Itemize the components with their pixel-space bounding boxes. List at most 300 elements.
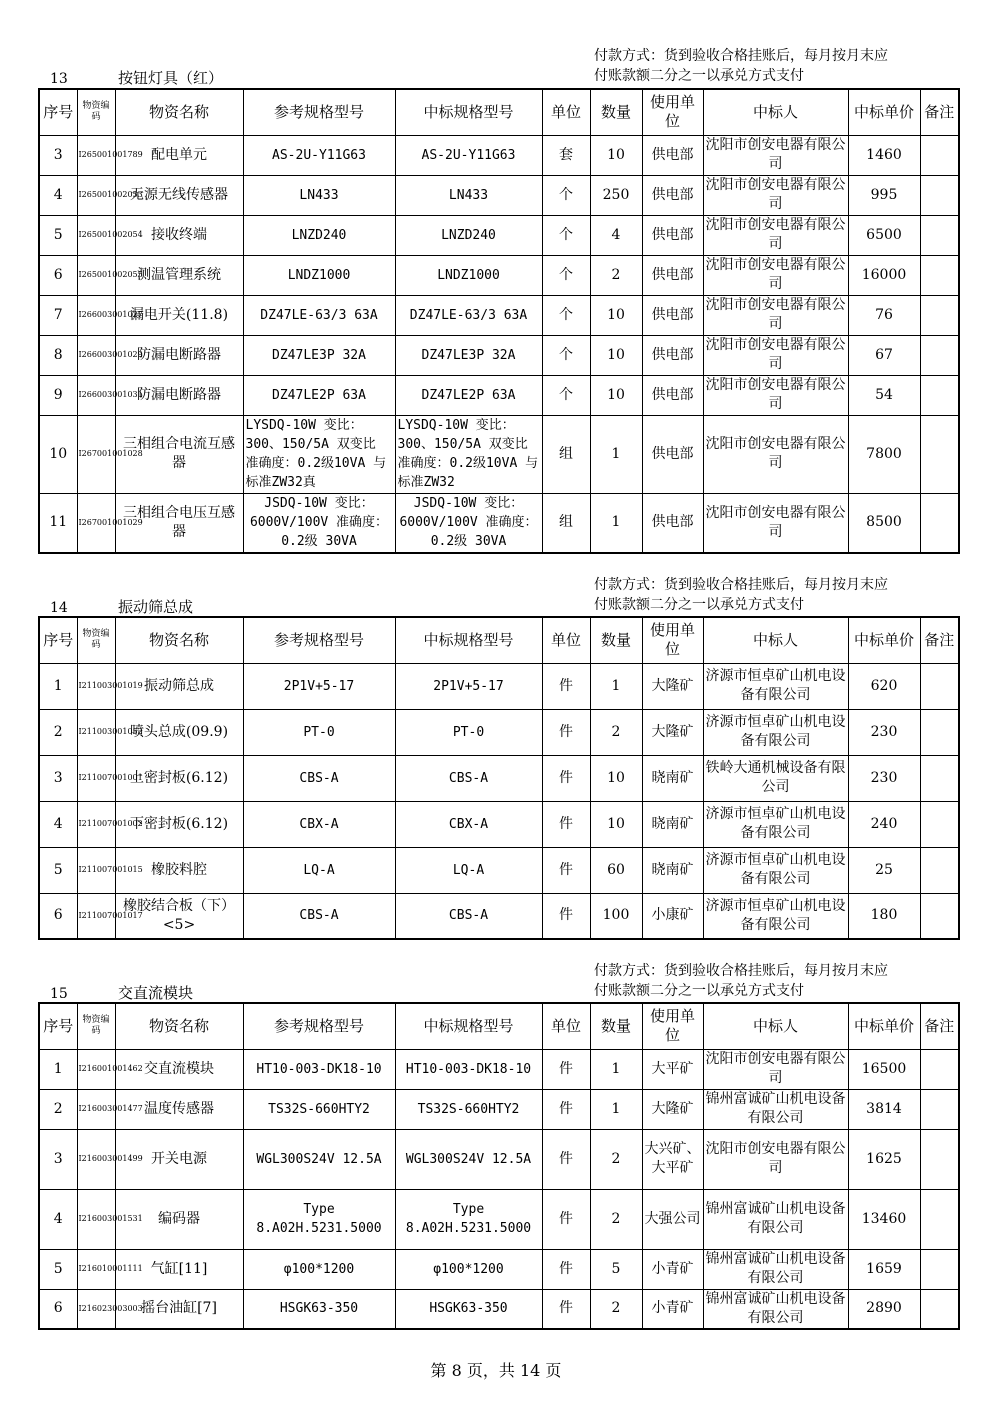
section-number: 14 [50, 600, 68, 616]
cell-unit: 件 [542, 1249, 590, 1289]
cell-seq: 2 [39, 709, 77, 755]
cell-note [920, 215, 959, 255]
cell-qty: 100 [590, 893, 642, 939]
header-user: 使用单位 [642, 617, 703, 663]
header-ref-spec: 参考规格型号 [243, 89, 395, 135]
cell-ref-spec: AS-2U-Y11G63 [243, 135, 395, 175]
cell-price: 1460 [848, 135, 920, 175]
cell-qty: 1 [590, 1089, 642, 1129]
header-name: 物资名称 [115, 89, 243, 135]
cell-qty: 2 [590, 255, 642, 295]
cell-price: 16000 [848, 255, 920, 295]
cell-bid-spec: CBS-A [395, 893, 542, 939]
cell-winner: 济源市恒卓矿山机电设备有限公司 [703, 801, 848, 847]
cell-code: I216010001111 [77, 1249, 115, 1289]
cell-name: 温度传感器 [115, 1089, 243, 1129]
cell-winner: 锦州富诚矿山机电设备有限公司 [703, 1089, 848, 1129]
cell-unit: 件 [542, 801, 590, 847]
table-row [39, 1189, 959, 1249]
cell-winner: 锦州富诚矿山机电设备有限公司 [703, 1189, 848, 1249]
cell-qty: 10 [590, 135, 642, 175]
cell-name: 下密封板(6.12) [115, 801, 243, 847]
cell-user: 供电部 [642, 175, 703, 215]
cell-seq: 6 [39, 255, 77, 295]
header-qty: 数量 [590, 1003, 642, 1049]
cell-seq: 1 [39, 663, 77, 709]
header-code: 物资编码 [77, 617, 115, 663]
cell-qty: 250 [590, 175, 642, 215]
cell-name: 交直流模块 [115, 1049, 243, 1089]
header-price: 中标单价 [848, 617, 920, 663]
cell-winner: 沈阳市创安电器有限公司 [703, 1129, 848, 1189]
cell-price: 16500 [848, 1049, 920, 1089]
cell-winner: 济源市恒卓矿山机电设备有限公司 [703, 847, 848, 893]
cell-code: I211007001015 [77, 847, 115, 893]
cell-note [920, 893, 959, 939]
table-row [39, 801, 959, 847]
cell-qty: 2 [590, 1289, 642, 1329]
cell-user: 大强公司 [642, 1189, 703, 1249]
cell-name: 编码器 [115, 1189, 243, 1249]
cell-seq: 5 [39, 215, 77, 255]
cell-user: 大隆矿 [642, 1089, 703, 1129]
header-note: 备注 [920, 89, 959, 135]
section-title: 按钮灯具（红） [118, 69, 224, 87]
cell-ref-spec: DZ47LE2P 63A [243, 375, 395, 415]
table-header-row [39, 617, 959, 663]
cell-code: I266003001029 [77, 335, 115, 375]
cell-bid-spec: DZ47LE2P 63A [395, 375, 542, 415]
cell-price: 1625 [848, 1129, 920, 1189]
cell-price: 2890 [848, 1289, 920, 1329]
cell-ref-spec-text: LYSDQ-10W 变比：300、150/5A 双变比 准确度：0.2级10VA 与标准ZW32真 [245, 417, 387, 490]
header-winner: 中标人 [703, 617, 848, 663]
cell-unit: 个 [542, 295, 590, 335]
cell-name: 防漏电断路器 [115, 375, 243, 415]
cell-note [920, 335, 959, 375]
cell-seq: 3 [39, 1129, 77, 1189]
header-note: 备注 [920, 1003, 959, 1049]
cell-seq: 3 [39, 135, 77, 175]
cell-price: 240 [848, 801, 920, 847]
header-bid-spec: 中标规格型号 [395, 89, 542, 135]
cell-code: I265001002055 [77, 255, 115, 295]
cell-code: I211003001019 [77, 663, 115, 709]
cell-qty: 10 [590, 295, 642, 335]
header-name: 物资名称 [115, 617, 243, 663]
cell-winner: 锦州富诚矿山机电设备有限公司 [703, 1289, 848, 1329]
cell-note [920, 1129, 959, 1189]
cell-note [920, 801, 959, 847]
header-code: 物资编码 [77, 1003, 115, 1049]
table-row [39, 375, 959, 415]
cell-unit: 件 [542, 1049, 590, 1089]
cell-name: 振动筛总成 [115, 663, 243, 709]
cell-seq: 4 [39, 1189, 77, 1249]
table-row [39, 335, 959, 375]
cell-user: 供电部 [642, 255, 703, 295]
cell-note [920, 1189, 959, 1249]
header-seq: 序号 [39, 1003, 77, 1049]
cell-price: 1659 [848, 1249, 920, 1289]
cell-name: 开关电源 [115, 1129, 243, 1189]
payment-line-1: 付款方式：货到验收合格挂账后，每月按月末应 [594, 48, 888, 64]
cell-user: 小康矿 [642, 893, 703, 939]
cell-qty: 5 [590, 1249, 642, 1289]
header-code: 物资编码 [77, 89, 115, 135]
cell-user: 供电部 [642, 375, 703, 415]
cell-name: 橡胶结合板（下）<5> [115, 893, 243, 939]
cell-price: 54 [848, 375, 920, 415]
cell-price: 3814 [848, 1089, 920, 1129]
cell-unit: 件 [542, 663, 590, 709]
payment-line-2: 付账款额二分之一以承兑方式支付 [594, 983, 804, 999]
table-row [39, 135, 959, 175]
cell-bid-spec: LQ-A [395, 847, 542, 893]
cell-ref-spec: HT10-003-DK18-10 [243, 1049, 395, 1089]
cell-name: 无源无线传感器 [115, 175, 243, 215]
cell-seq: 2 [39, 1089, 77, 1129]
section-number: 15 [50, 986, 68, 1002]
cell-code: I211003001052 [77, 709, 115, 755]
cell-ref-spec: LQ-A [243, 847, 395, 893]
cell-qty: 10 [590, 375, 642, 415]
cell-bid-spec: TS32S-660HTY2 [395, 1089, 542, 1129]
cell-bid-spec: AS-2U-Y11G63 [395, 135, 542, 175]
cell-unit: 套 [542, 135, 590, 175]
cell-user: 晓南矿 [642, 755, 703, 801]
header-price: 中标单价 [848, 1003, 920, 1049]
cell-bid-spec: CBX-A [395, 801, 542, 847]
header-seq: 序号 [39, 617, 77, 663]
cell-ref-spec: 2P1V+5-17 [243, 663, 395, 709]
header-qty: 数量 [590, 89, 642, 135]
cell-bid-spec: 2P1V+5-17 [395, 663, 542, 709]
cell-winner: 沈阳市创安电器有限公司 [703, 335, 848, 375]
cell-unit: 件 [542, 1189, 590, 1249]
cell-winner: 沈阳市创安电器有限公司 [703, 215, 848, 255]
cell-name: 气缸[11] [115, 1249, 243, 1289]
cell-code: I211007001001 [77, 755, 115, 801]
cell-winner: 沈阳市创安电器有限公司 [703, 375, 848, 415]
cell-seq: 7 [39, 295, 77, 335]
cell-name: 上密封板(6.12) [115, 755, 243, 801]
cell-note [920, 847, 959, 893]
cell-code: I266003001027 [77, 295, 115, 335]
cell-unit: 个 [542, 255, 590, 295]
cell-qty: 1 [590, 1049, 642, 1089]
cell-bid-spec: φ100*1200 [395, 1249, 542, 1289]
table-row [39, 175, 959, 215]
table-row [39, 709, 959, 755]
cell-seq: 8 [39, 335, 77, 375]
section-title: 交直流模块 [118, 984, 194, 1002]
cell-code: I265001002054 [77, 215, 115, 255]
cell-bid-spec [395, 415, 542, 493]
cell-code: I216003001477 [77, 1089, 115, 1129]
cell-unit: 个 [542, 335, 590, 375]
cell-ref-spec: CBX-A [243, 801, 395, 847]
cell-code: I216003001499 [77, 1129, 115, 1189]
cell-name: 防漏电断路器 [115, 335, 243, 375]
payment-terms [594, 961, 958, 1001]
cell-winner: 济源市恒卓矿山机电设备有限公司 [703, 663, 848, 709]
cell-bid-spec: JSDQ-10W 变比：6000V/100V 准确度：0.2级 30VA [395, 493, 542, 553]
cell-ref-spec: HSGK63-350 [243, 1289, 395, 1329]
table-row [39, 493, 959, 553]
cell-winner: 沈阳市创安电器有限公司 [703, 415, 848, 493]
cell-winner: 沈阳市创安电器有限公司 [703, 295, 848, 335]
cell-note [920, 1049, 959, 1089]
cell-winner: 沈阳市创安电器有限公司 [703, 255, 848, 295]
header-ref-spec: 参考规格型号 [243, 617, 395, 663]
table-row [39, 1289, 959, 1329]
cell-unit: 个 [542, 215, 590, 255]
cell-seq: 10 [39, 415, 77, 493]
header-seq: 序号 [39, 89, 77, 135]
cell-code: I267001001028 [77, 415, 115, 493]
cell-unit: 件 [542, 709, 590, 755]
cell-qty: 10 [590, 755, 642, 801]
cell-note [920, 135, 959, 175]
cell-winner: 沈阳市创安电器有限公司 [703, 135, 848, 175]
cell-bid-spec: HT10-003-DK18-10 [395, 1049, 542, 1089]
cell-ref-spec: DZ47LE-63/3 63A [243, 295, 395, 335]
cell-unit: 件 [542, 1289, 590, 1329]
cell-qty: 4 [590, 215, 642, 255]
cell-qty: 1 [590, 663, 642, 709]
cell-code: I267001001029 [77, 493, 115, 553]
table-header-row [39, 1003, 959, 1049]
cell-qty: 10 [590, 801, 642, 847]
table-row [39, 663, 959, 709]
cell-winner: 济源市恒卓矿山机电设备有限公司 [703, 709, 848, 755]
cell-note [920, 493, 959, 553]
cell-code: I265001001789 [77, 135, 115, 175]
cell-qty: 10 [590, 335, 642, 375]
header-note: 备注 [920, 617, 959, 663]
table-row [39, 1249, 959, 1289]
cell-name: 测温管理系统 [115, 255, 243, 295]
cell-price: 7800 [848, 415, 920, 493]
cell-user: 大隆矿 [642, 709, 703, 755]
cell-seq: 5 [39, 847, 77, 893]
payment-line-1: 付款方式：货到验收合格挂账后，每月按月末应 [594, 577, 888, 593]
table-row [39, 1049, 959, 1089]
header-user: 使用单位 [642, 1003, 703, 1049]
cell-note [920, 1249, 959, 1289]
cell-ref-spec: Type 8.A02H.5231.5000 [243, 1189, 395, 1249]
cell-ref-spec: LNDZ1000 [243, 255, 395, 295]
cell-code: I266003001031 [77, 375, 115, 415]
header-qty: 数量 [590, 617, 642, 663]
cell-note [920, 1289, 959, 1329]
cell-price: 180 [848, 893, 920, 939]
cell-winner: 济源市恒卓矿山机电设备有限公司 [703, 893, 848, 939]
cell-bid-spec: LN433 [395, 175, 542, 215]
header-name: 物资名称 [115, 1003, 243, 1049]
cell-user: 供电部 [642, 295, 703, 335]
cell-ref-spec [243, 415, 395, 493]
payment-line-1: 付款方式：货到验收合格挂账后，每月按月末应 [594, 963, 888, 979]
cell-unit: 个 [542, 175, 590, 215]
cell-note [920, 755, 959, 801]
table-row [39, 847, 959, 893]
cell-price: 620 [848, 663, 920, 709]
cell-qty: 2 [590, 1189, 642, 1249]
cell-bid-spec: LNDZ1000 [395, 255, 542, 295]
cell-bid-spec: CBS-A [395, 755, 542, 801]
cell-note [920, 375, 959, 415]
cell-name: 配电单元 [115, 135, 243, 175]
cell-price: 8500 [848, 493, 920, 553]
cell-price: 67 [848, 335, 920, 375]
header-winner: 中标人 [703, 89, 848, 135]
cell-price: 995 [848, 175, 920, 215]
section-number: 13 [50, 71, 68, 87]
cell-ref-spec: CBS-A [243, 755, 395, 801]
cell-user: 供电部 [642, 215, 703, 255]
cell-user: 晓南矿 [642, 801, 703, 847]
header-user: 使用单位 [642, 89, 703, 135]
cell-bid-spec: HSGK63-350 [395, 1289, 542, 1329]
cell-winner: 锦州富诚矿山机电设备有限公司 [703, 1249, 848, 1289]
item-table [38, 88, 960, 554]
cell-price: 76 [848, 295, 920, 335]
cell-qty: 1 [590, 415, 642, 493]
cell-unit: 件 [542, 893, 590, 939]
page-footer: 第 8 页，共 14 页 [430, 1361, 562, 1380]
header-unit: 单位 [542, 1003, 590, 1049]
cell-ref-spec: LN433 [243, 175, 395, 215]
cell-seq: 6 [39, 1289, 77, 1329]
header-bid-spec: 中标规格型号 [395, 1003, 542, 1049]
cell-unit: 件 [542, 1089, 590, 1129]
cell-ref-spec: TS32S-660HTY2 [243, 1089, 395, 1129]
cell-qty: 1 [590, 493, 642, 553]
table-header-row [39, 89, 959, 135]
cell-code: I216001001462 [77, 1049, 115, 1089]
cell-seq: 11 [39, 493, 77, 553]
cell-qty: 60 [590, 847, 642, 893]
cell-name: 接收终端 [115, 215, 243, 255]
table-row [39, 215, 959, 255]
cell-bid-spec-text: LYSDQ-10W 变比：300、150/5A 双变比 准确度：0.2级10VA 与标准ZW32 [397, 417, 539, 490]
header-bid-spec: 中标规格型号 [395, 617, 542, 663]
table-row [39, 255, 959, 295]
cell-name: 摇台油缸[7] [115, 1289, 243, 1329]
cell-user: 晓南矿 [642, 847, 703, 893]
cell-ref-spec: LNZD240 [243, 215, 395, 255]
cell-price: 13460 [848, 1189, 920, 1249]
cell-unit: 个 [542, 375, 590, 415]
cell-winner: 沈阳市创安电器有限公司 [703, 493, 848, 553]
cell-name: 喷头总成(09.9) [115, 709, 243, 755]
cell-bid-spec: DZ47LE3P 32A [395, 335, 542, 375]
cell-user: 小青矿 [642, 1289, 703, 1329]
cell-user: 供电部 [642, 415, 703, 493]
cell-note [920, 1089, 959, 1129]
cell-seq: 9 [39, 375, 77, 415]
cell-ref-spec: PT-0 [243, 709, 395, 755]
cell-name: 三相组合电流互感器 [115, 415, 243, 493]
cell-user: 大平矿 [642, 1049, 703, 1089]
payment-line-2: 付账款额二分之一以承兑方式支付 [594, 597, 804, 613]
payment-terms [594, 575, 958, 615]
item-table [38, 616, 960, 940]
cell-seq: 3 [39, 755, 77, 801]
cell-qty: 2 [590, 709, 642, 755]
cell-bid-spec: LNZD240 [395, 215, 542, 255]
cell-winner: 沈阳市创安电器有限公司 [703, 1049, 848, 1089]
cell-code: I211007001017 [77, 893, 115, 939]
cell-user: 小青矿 [642, 1249, 703, 1289]
cell-seq: 5 [39, 1249, 77, 1289]
cell-name: 漏电开关(11.8) [115, 295, 243, 335]
cell-code: I216003001531 [77, 1189, 115, 1249]
cell-user: 供电部 [642, 493, 703, 553]
cell-unit: 组 [542, 493, 590, 553]
cell-bid-spec: Type 8.A02H.5231.5000 [395, 1189, 542, 1249]
cell-note [920, 709, 959, 755]
cell-qty: 2 [590, 1129, 642, 1189]
cell-seq: 6 [39, 893, 77, 939]
cell-price: 6500 [848, 215, 920, 255]
cell-price: 25 [848, 847, 920, 893]
cell-note [920, 663, 959, 709]
cell-code: I216023003003 [77, 1289, 115, 1329]
cell-user: 大兴矿、大平矿 [642, 1129, 703, 1189]
cell-user: 大隆矿 [642, 663, 703, 709]
table-row [39, 755, 959, 801]
cell-note [920, 415, 959, 493]
cell-user: 供电部 [642, 335, 703, 375]
cell-note [920, 255, 959, 295]
header-unit: 单位 [542, 89, 590, 135]
cell-ref-spec: φ100*1200 [243, 1249, 395, 1289]
cell-bid-spec: DZ47LE-63/3 63A [395, 295, 542, 335]
cell-name: 三相组合电压互感器 [115, 493, 243, 553]
table-row [39, 415, 959, 493]
header-unit: 单位 [542, 617, 590, 663]
cell-unit: 件 [542, 755, 590, 801]
section-title: 振动筛总成 [118, 598, 194, 616]
header-ref-spec: 参考规格型号 [243, 1003, 395, 1049]
cell-ref-spec: WGL300S24V 12.5A [243, 1129, 395, 1189]
item-table [38, 1002, 960, 1330]
header-price: 中标单价 [848, 89, 920, 135]
cell-code: I211007001002 [77, 801, 115, 847]
cell-bid-spec: WGL300S24V 12.5A [395, 1129, 542, 1189]
cell-seq: 4 [39, 801, 77, 847]
cell-seq: 4 [39, 175, 77, 215]
payment-terms [594, 46, 958, 86]
table-row [39, 1129, 959, 1189]
cell-winner: 沈阳市创安电器有限公司 [703, 175, 848, 215]
cell-price: 230 [848, 709, 920, 755]
cell-bid-spec: PT-0 [395, 709, 542, 755]
cell-unit: 件 [542, 847, 590, 893]
cell-unit: 组 [542, 415, 590, 493]
header-winner: 中标人 [703, 1003, 848, 1049]
cell-name: 橡胶料腔 [115, 847, 243, 893]
cell-note [920, 295, 959, 335]
cell-code: I265001002053 [77, 175, 115, 215]
cell-user: 供电部 [642, 135, 703, 175]
cell-ref-spec: DZ47LE3P 32A [243, 335, 395, 375]
table-row [39, 1089, 959, 1129]
cell-ref-spec: CBS-A [243, 893, 395, 939]
